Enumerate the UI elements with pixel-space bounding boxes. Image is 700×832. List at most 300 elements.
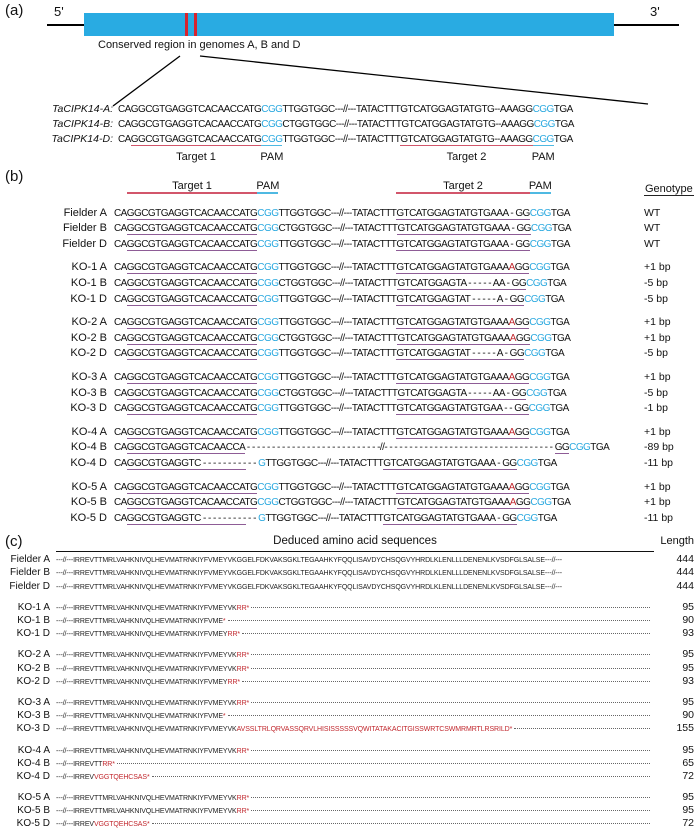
seq-segment: GGCGTGAGGTC bbox=[126, 457, 201, 469]
seq-segment: CA bbox=[114, 262, 127, 274]
sequence-group bbox=[0, 480, 700, 527]
seq-segment: CTGGTGGC---//---TATACTTT bbox=[278, 332, 398, 344]
seq-segment: ---//---IRREVTTMRLVAHKNIVQLHEVMATRNKIYFVMEYVK bbox=[56, 665, 237, 673]
line-name: Fielder B bbox=[62, 222, 107, 235]
seq-segment: GTCATGGAGTATGTGAAA bbox=[397, 332, 510, 344]
seq-segment: RR* bbox=[236, 652, 250, 660]
dot-leader bbox=[251, 607, 650, 608]
line-name: KO-2 A bbox=[17, 649, 50, 661]
conserved-region-caption: Conserved region in genomes A, B and D bbox=[98, 39, 301, 51]
seq-segment: GG bbox=[514, 426, 530, 438]
aa-row bbox=[0, 614, 700, 627]
target-2-label: Target 2 bbox=[443, 180, 483, 192]
seq-segment: CA bbox=[114, 293, 127, 305]
length-value: 444 bbox=[676, 579, 694, 592]
seq-segment: GGCGTGAGGTCACAACCATG bbox=[126, 403, 258, 415]
genotype-value: -5 bp bbox=[644, 386, 668, 399]
aa-header-title: Deduced amino acid sequences bbox=[56, 533, 654, 552]
gene-name: TaCIPK14-D: bbox=[51, 133, 113, 145]
seq-segment: A bbox=[509, 332, 516, 344]
length-value: 95 bbox=[682, 695, 694, 708]
seq-segment: ---//---IRREVTTMRLVAHKNIVQLHEVMATRNKIYFVMEYVK bbox=[56, 699, 237, 707]
dna-sequence bbox=[114, 440, 632, 456]
aa-table bbox=[0, 553, 700, 830]
line-name: KO-3 D bbox=[16, 723, 50, 735]
seq-segment: CAGGCGTGAGGTCACAACCATG bbox=[118, 104, 262, 115]
aa-sequence bbox=[56, 649, 654, 662]
sequence-row bbox=[0, 456, 700, 472]
seq-segment: GTCATGGAGTATGTGAAA - GG bbox=[396, 238, 530, 250]
seq-segment: CGG bbox=[524, 348, 546, 360]
genotype-value: +1 bp bbox=[644, 331, 671, 344]
seq-segment: A bbox=[508, 426, 515, 438]
seq-segment: GTCATGGAGTATGTGAAA - GG bbox=[383, 457, 517, 469]
seq-segment: CA bbox=[114, 223, 127, 235]
seq-segment: CAGGCGTGAGGTCACAACCATG bbox=[118, 119, 262, 130]
seq-segment: TTGGTGGC---//---TATACTTT bbox=[278, 207, 397, 219]
header-segment bbox=[131, 148, 262, 163]
aa-row bbox=[0, 553, 700, 566]
length-column-header: Length bbox=[660, 535, 694, 548]
gene-diagram bbox=[0, 2, 700, 102]
seq-segment: GTCATGGAGTATGTGAAA bbox=[396, 371, 509, 383]
seq-segment: CTGGTGGC---//---TATACTTT bbox=[278, 223, 398, 235]
sequence-group bbox=[0, 370, 700, 417]
seq-segment: GGCGTGAGGTCACAACCATG bbox=[126, 371, 258, 383]
length-value: 95 bbox=[682, 804, 694, 817]
aa-sequence bbox=[56, 663, 654, 676]
seq-segment: GTCATGGAGTATGTGAAA bbox=[396, 481, 509, 493]
sequence-row bbox=[0, 480, 700, 496]
seq-segment: CGG bbox=[530, 332, 552, 344]
seq-segment: A bbox=[509, 497, 516, 509]
seq-segment: CA bbox=[114, 481, 127, 493]
line-name: Fielder D bbox=[62, 237, 107, 250]
line-name: Fielder A bbox=[63, 206, 107, 219]
seq-segment: TGA bbox=[549, 403, 569, 415]
seq-segment: VGGTQEHCSAS* bbox=[93, 821, 150, 829]
aa-row bbox=[0, 744, 700, 757]
seq-segment: TTGGTGGC---//---TATACTTT bbox=[278, 238, 397, 250]
dna-sequence bbox=[114, 401, 632, 417]
gene-name: TaCIPK14-B: bbox=[52, 118, 113, 130]
seq-segment: GTCATGGAGTATGTGAAA bbox=[397, 497, 510, 509]
dna-sequence bbox=[114, 276, 632, 292]
dna-sequence bbox=[114, 221, 632, 237]
seq-segment: CTGGTGGC---//---TATACTTT bbox=[278, 277, 398, 289]
seq-segment: GGCGTGAGGTCACAACCATG bbox=[126, 207, 258, 219]
genotype-value: WT bbox=[644, 237, 661, 250]
seq-segment: CA bbox=[114, 238, 127, 250]
dot-leader bbox=[251, 750, 650, 751]
sequence-group bbox=[0, 425, 700, 472]
sequence-row bbox=[0, 401, 700, 417]
pam-label: PAM bbox=[256, 180, 280, 192]
seq-segment: GTCATGGAGTAT - - - - - A - GG bbox=[396, 293, 525, 305]
seq-segment: GG bbox=[515, 497, 531, 509]
seq-segment: - - bbox=[245, 512, 259, 524]
aa-group bbox=[0, 791, 700, 831]
alignment-header-row bbox=[0, 169, 700, 198]
seq-segment: GG bbox=[514, 481, 530, 493]
sequence-row bbox=[0, 331, 700, 347]
seq-segment: GGCGTGAGGTCACAACCATG bbox=[126, 293, 258, 305]
seq-segment: GTCATGGAGTATGTGAAA bbox=[396, 426, 509, 438]
seq-segment: GG bbox=[515, 332, 531, 344]
seq-segment: A bbox=[508, 262, 515, 274]
length-value: 95 bbox=[682, 600, 694, 613]
seq-segment: CGG bbox=[257, 277, 279, 289]
line-name: KO-2 D bbox=[16, 675, 50, 687]
panel-b-label: (b) bbox=[5, 168, 24, 185]
genotype-value: -5 bp bbox=[644, 347, 668, 360]
seq-segment: CGG bbox=[529, 371, 551, 383]
seq-segment: GTCATGGAGTATGTGAAA - GG bbox=[397, 223, 531, 235]
dot-leader bbox=[251, 654, 650, 655]
seq-segment: TGA bbox=[551, 332, 571, 344]
dna-sequence bbox=[114, 370, 632, 386]
seq-segment: TGA bbox=[537, 457, 557, 469]
aa-sequence bbox=[56, 818, 654, 831]
genotype-alignment-table bbox=[0, 168, 700, 526]
seq-segment: GTCATGGAGTATGTGAAA bbox=[396, 262, 509, 274]
seq-segment: CGG bbox=[526, 277, 548, 289]
header-segment bbox=[127, 180, 258, 194]
seq-segment: TTGGTGGC---//---TATACTTT bbox=[278, 371, 397, 383]
aa-row bbox=[0, 709, 700, 722]
panel-a bbox=[0, 2, 700, 166]
line-name: KO-5 A bbox=[71, 480, 107, 493]
aa-sequence bbox=[56, 697, 654, 710]
sequence-row bbox=[0, 276, 700, 292]
line-name: KO-4 A bbox=[71, 425, 107, 438]
aa-group bbox=[0, 744, 700, 784]
sequence-row bbox=[0, 260, 700, 276]
length-value: 90 bbox=[682, 614, 694, 627]
genotype-value: -5 bp bbox=[644, 276, 668, 289]
sequence-row bbox=[0, 370, 700, 386]
seq-segment: TGA bbox=[551, 497, 571, 509]
header-segment bbox=[278, 185, 396, 194]
dna-sequence bbox=[114, 237, 632, 253]
dna-sequence bbox=[114, 511, 632, 527]
dot-leader bbox=[242, 633, 650, 634]
seq-segment: CA bbox=[118, 134, 131, 145]
seq-segment: CGG bbox=[529, 481, 551, 493]
length-value: 155 bbox=[676, 722, 694, 735]
dot-leader bbox=[242, 681, 650, 682]
sequence-row bbox=[0, 440, 700, 456]
genotype-value: -1 bp bbox=[644, 402, 668, 415]
seq-segment: - - - - - - - - - bbox=[200, 512, 246, 524]
line-name: KO-5 D bbox=[16, 818, 50, 830]
aa-row bbox=[0, 722, 700, 735]
seq-segment: CGG bbox=[532, 104, 554, 115]
aa-row bbox=[0, 601, 700, 614]
genotype-value: +1 bp bbox=[644, 480, 671, 493]
line-name: KO-4 B bbox=[70, 441, 107, 454]
sequence-row bbox=[0, 221, 700, 237]
aa-group bbox=[0, 648, 700, 688]
sequence-row bbox=[0, 237, 700, 253]
seq-segment: * bbox=[222, 618, 226, 626]
target-pam-ruler bbox=[0, 148, 700, 164]
seq-segment: GGCGTGAGGTCACAACCATG bbox=[126, 348, 258, 360]
dot-leader bbox=[152, 823, 650, 824]
sequence-row bbox=[0, 386, 700, 402]
seq-segment: CA bbox=[114, 442, 127, 454]
seq-segment: RR* bbox=[102, 760, 115, 768]
dna-sequence bbox=[114, 315, 632, 331]
length-value: 90 bbox=[682, 709, 694, 722]
line-name: KO-4 B bbox=[17, 757, 50, 769]
seq-segment: ---//---IRREVTTMRLVAHKNIVQLHEVMATRNKIYFVMEY bbox=[56, 678, 228, 686]
seq-segment: ---//---IRREVTTMRLVAHKNIVQLHEVMATRNKIYFVMEYVK bbox=[56, 747, 237, 755]
line-name: KO-2 B bbox=[17, 662, 50, 674]
sequence-row bbox=[0, 495, 700, 511]
line-name: KO-3 B bbox=[17, 710, 50, 722]
gene-sequence-row bbox=[0, 132, 700, 147]
seq-segment: CA bbox=[114, 317, 127, 329]
seq-segment: CGG bbox=[530, 223, 553, 235]
header-segments bbox=[114, 180, 632, 194]
line-name: KO-4 D bbox=[70, 456, 107, 469]
aa-row bbox=[0, 817, 700, 830]
seq-segment: GGCGTGAGGTCACAACCATG bbox=[126, 387, 258, 399]
genotype-value: WT bbox=[644, 222, 661, 235]
dna-sequence bbox=[114, 292, 632, 308]
seq-segment: CTGGTGGC---//---TATACTTT bbox=[278, 387, 398, 399]
header-segment bbox=[282, 148, 400, 157]
genotype-header-label: Genotype bbox=[645, 183, 693, 195]
genotype-value: -89 bp bbox=[644, 441, 674, 454]
aa-row bbox=[0, 804, 700, 817]
seq-segment: TTGGTGGC---//---TATACTTT bbox=[278, 348, 397, 360]
seq-segment: CA bbox=[114, 403, 127, 415]
seq-segment: CGG bbox=[257, 403, 279, 415]
seq-segment: ---//---IRREV bbox=[56, 773, 94, 781]
seq-segment: ---//---IRREVTTMRLVAHKNIVQLHEVMATRNKIYFVMEYVK bbox=[56, 726, 237, 734]
line-name: KO-1 B bbox=[17, 615, 50, 627]
line-name: KO-1 D bbox=[16, 628, 50, 640]
aa-header-row bbox=[0, 533, 700, 550]
gene-sequences bbox=[0, 102, 700, 164]
seq-segment: GG bbox=[514, 371, 530, 383]
sequence-group bbox=[0, 206, 700, 253]
seq-segment: TGA bbox=[550, 262, 570, 274]
seq-segment: CGG bbox=[257, 348, 279, 360]
line-name: KO-1 A bbox=[71, 261, 107, 274]
seq-segment: CA bbox=[114, 277, 127, 289]
line-name: KO-4 A bbox=[17, 744, 50, 756]
seq-segment: TGA bbox=[550, 481, 570, 493]
seq-segment: GGCGTGAGGTCACAACCATG bbox=[126, 481, 258, 493]
seq-segment: TGA bbox=[550, 317, 570, 329]
header-segment bbox=[400, 148, 532, 163]
gene-sequence-row bbox=[0, 117, 700, 132]
seq-segment: AVSSLTRLQRVASSQRVLHISISSSSSVQWITATAKACITGISSWRTCSWMRMRTLRSRILD* bbox=[236, 726, 513, 734]
seq-segment: GTCATGGAGTA - - - - - AA - GG bbox=[397, 277, 527, 289]
seq-segment: ---//---IRREVTTMRLVAHKNIVQLHEVMATRNKIYFVMEY bbox=[56, 631, 228, 639]
seq-segment: CGG bbox=[516, 457, 538, 469]
seq-segment: A bbox=[508, 481, 515, 493]
seq-segment: VGGTQEHCSAS* bbox=[93, 773, 150, 781]
sequence-row bbox=[0, 292, 700, 308]
seq-segment: CGG bbox=[516, 512, 538, 524]
line-name: KO-1 D bbox=[70, 292, 107, 305]
aa-row bbox=[0, 566, 700, 579]
seq-segment: RR* bbox=[227, 678, 241, 686]
seq-segment: G bbox=[258, 457, 266, 469]
dna-sequence bbox=[118, 117, 574, 132]
seq-segment: TGA bbox=[550, 238, 570, 250]
length-value: 72 bbox=[682, 769, 694, 782]
seq-segment: TGA bbox=[545, 293, 565, 305]
line-name: KO-3 D bbox=[70, 402, 107, 415]
seq-segment: GG bbox=[554, 442, 570, 454]
seq-segment: CA bbox=[114, 332, 127, 344]
seq-segment: CGG bbox=[261, 134, 283, 145]
seq-segment: A bbox=[508, 371, 515, 383]
gene-name: TaCIPK14-A: bbox=[52, 103, 113, 115]
dot-leader bbox=[228, 715, 650, 716]
seq-segment: CTGGTGGC---//---TATACTTT bbox=[278, 497, 398, 509]
dna-sequence bbox=[114, 495, 632, 511]
seq-segment: CGG bbox=[257, 262, 279, 274]
seq-segment: ---//---IRREVTTMRLVAHKNIVQLHEVMATRNKIYFVMEYVKGGELFDKVAKSGKLTEGAAHKYFQQLISAVDYCHSQGVYHRDLKLENLLLDENENLKVSDFGLSALSE---//--- bbox=[56, 583, 563, 591]
aa-sequence bbox=[56, 723, 654, 736]
length-value: 65 bbox=[682, 756, 694, 769]
seq-segment: GGCGTGAGGTCACAACCATG bbox=[126, 317, 258, 329]
dot-leader bbox=[251, 702, 650, 703]
seq-segment: RR* bbox=[227, 631, 241, 639]
seq-segment: CA bbox=[114, 348, 127, 360]
three-prime-label: 3' bbox=[650, 4, 660, 19]
seq-segment: TGA bbox=[547, 277, 567, 289]
length-value: 93 bbox=[682, 627, 694, 640]
sequence-group bbox=[0, 315, 700, 362]
length-value: 444 bbox=[676, 566, 694, 579]
seq-segment: - - bbox=[245, 457, 259, 469]
seq-segment: CGG bbox=[524, 293, 546, 305]
seq-segment: CGG bbox=[526, 387, 548, 399]
seq-segment: TGA bbox=[545, 348, 565, 360]
dna-sequence bbox=[118, 132, 573, 147]
seq-segment: TGA bbox=[590, 442, 610, 454]
seq-segment: CGG bbox=[257, 207, 279, 219]
seq-segment: GGCGTGAGGTCACAACCATG bbox=[126, 277, 258, 289]
dna-sequence bbox=[114, 425, 632, 441]
dna-sequence bbox=[114, 331, 632, 347]
seq-segment: TTGGTGGC---//---TATACTTT bbox=[278, 262, 397, 274]
line-name: KO-4 D bbox=[16, 770, 50, 782]
seq-segment: CGG bbox=[533, 119, 555, 130]
seq-segment: ---//---IRREVTTMRLVAHKNIVQLHEVMATRNKIYFVMEYVK bbox=[56, 604, 237, 612]
dna-sequence bbox=[114, 386, 632, 402]
genotype-value: -11 bp bbox=[644, 511, 673, 524]
line-name: Fielder B bbox=[9, 567, 50, 579]
seq-segment: CGG bbox=[529, 317, 551, 329]
seq-segment: - - - - - - - - - - - - - - - - - - - - - - - - - - -//- - - - - - - - - - - - - - - - - - - - - - - - - - - - - - - - - - bbox=[244, 442, 555, 454]
seq-segment: TGA bbox=[553, 134, 573, 145]
dna-sequence bbox=[114, 206, 632, 222]
seq-segment: ---//---IRREVTTMRLVAHKNIVQLHEVMATRNKIYFVME bbox=[56, 618, 223, 626]
seq-segment: TTGGTGGC---//---TATACTTT bbox=[278, 293, 397, 305]
seq-segment: CGG bbox=[257, 223, 279, 235]
genotype-value: +1 bp bbox=[644, 496, 671, 509]
seq-segment: GG bbox=[514, 262, 530, 274]
seq-segment: ---//---IRREVTTMRLVAHKNIVQLHEVMATRNKIYFVMEYVKGGELFDKVAKSGKLTEGAAHKYFQQLISAVDYCHSQGVYHRDLKLENLLLDENENLKVSDFGLSALSE---//--- bbox=[56, 557, 563, 565]
genotype-value: -5 bp bbox=[644, 292, 668, 305]
genotype-value: -11 bp bbox=[644, 456, 673, 469]
seq-segment: ---//---IRREVTTMRLVAHKNIVQLHEVMATRNKIYFVME bbox=[56, 713, 223, 721]
seq-segment: TTGGTGGC---//---TATACTTTGTCATGGAGTATGTG--AAAGG bbox=[282, 104, 533, 115]
aa-row bbox=[0, 662, 700, 675]
header-segment bbox=[260, 148, 284, 163]
aa-sequence bbox=[56, 745, 654, 758]
seq-segment: RR* bbox=[236, 699, 250, 707]
genotype-value: +1 bp bbox=[644, 261, 671, 274]
aa-row bbox=[0, 770, 700, 783]
dot-leader bbox=[251, 810, 650, 811]
seq-segment: RR* bbox=[236, 795, 250, 803]
seq-segment: ---//---IRREVTT bbox=[56, 760, 103, 768]
panel-c-label: (c) bbox=[5, 533, 23, 551]
line-name: KO-2 A bbox=[71, 316, 107, 329]
seq-segment: GGCGTGAGGTCACAACCATG bbox=[126, 262, 258, 274]
callout-lines bbox=[0, 2, 700, 114]
seq-segment: GTCATGGAGTATGTGAAA - GG bbox=[396, 207, 530, 219]
seq-segment: TGA bbox=[537, 512, 557, 524]
length-value: 95 bbox=[682, 791, 694, 804]
seq-segment: GGCGTGAGGTCACAACCATG bbox=[126, 223, 258, 235]
seq-segment: TGA bbox=[553, 104, 573, 115]
seq-segment: CGG bbox=[530, 497, 552, 509]
line-name: Fielder A bbox=[10, 554, 50, 566]
aa-row bbox=[0, 791, 700, 804]
seq-segment: CGG bbox=[257, 371, 279, 383]
seq-segment: CA bbox=[114, 497, 127, 509]
line-name: KO-2 D bbox=[70, 347, 107, 360]
seq-segment: CGG bbox=[529, 426, 551, 438]
dot-leader bbox=[152, 776, 650, 777]
aa-row bbox=[0, 627, 700, 640]
seq-segment: TGA bbox=[552, 223, 571, 235]
aa-sequence bbox=[56, 567, 654, 580]
five-prime-label: 5' bbox=[54, 4, 64, 19]
seq-segment: ---//---IRREVTTMRLVAHKNIVQLHEVMATRNKIYFVMEYVK bbox=[56, 808, 237, 816]
length-value: 444 bbox=[676, 553, 694, 566]
header-segment bbox=[114, 185, 127, 194]
seq-segment: RR* bbox=[236, 665, 250, 673]
seq-segment: ---//---IRREV bbox=[56, 821, 94, 829]
line-name: KO-5 A bbox=[17, 792, 50, 804]
aa-row bbox=[0, 696, 700, 709]
sequence-row bbox=[0, 315, 700, 331]
length-value: 95 bbox=[682, 661, 694, 674]
seq-segment: G bbox=[258, 512, 266, 524]
seq-segment: TTGGTGGC---//---TATACTTT bbox=[282, 134, 401, 145]
seq-segment: TGA bbox=[547, 387, 567, 399]
seq-segment: TTGGTGGC---//---TATACTTT bbox=[265, 512, 384, 524]
dot-leader bbox=[251, 668, 650, 669]
aa-sequence bbox=[56, 771, 654, 784]
genotype-value: +1 bp bbox=[644, 316, 671, 329]
header-segment bbox=[531, 148, 555, 163]
genotype-value: +1 bp bbox=[644, 370, 671, 383]
seq-segment: GTCATGGAGTATGTG--AAAGG bbox=[400, 134, 533, 145]
aa-sequence bbox=[56, 676, 654, 689]
